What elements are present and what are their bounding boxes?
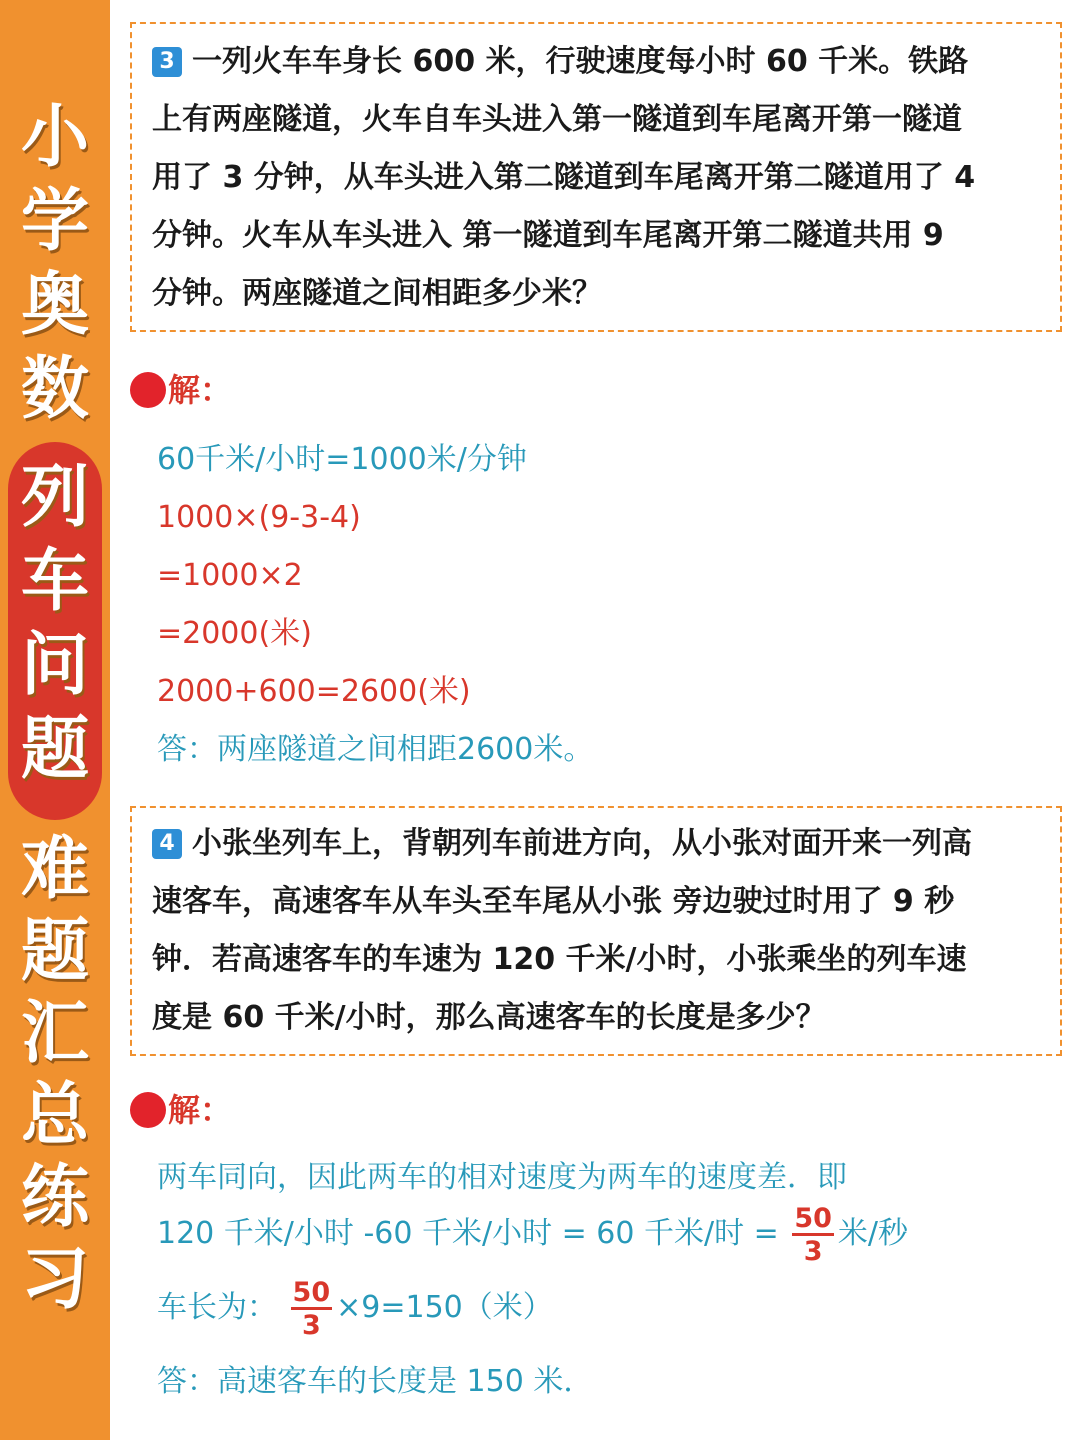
solution-label: 解： <box>168 1091 233 1129</box>
fraction-denominator: 3 <box>301 1309 321 1341</box>
solution-answer: 答：高速客车的长度是 150 米． <box>157 1364 594 1399</box>
fraction-numerator: 50 <box>292 1276 331 1308</box>
problem-text-line: 小张坐列车上，背朝列车前进方向，从小张对面开来一列高 <box>192 826 972 861</box>
problem-number-badge: 3 <box>152 47 182 77</box>
fraction <box>291 1276 333 1341</box>
sidebar-title-char: 数 <box>20 350 89 429</box>
title-sidebar <box>0 0 110 1440</box>
problem-3-box <box>130 22 1062 332</box>
solution-step: 2000+600=2600(米) <box>157 674 471 709</box>
problem-text-line: 速客车，高速客车从车头至车尾从小张 旁边驶过时用了 9 秒 <box>152 884 955 919</box>
sidebar-subtitle-char: 题 <box>20 912 89 991</box>
problem-text-line: 用了 3 分钟，从车头进入第二隧道到车尾离开第二隧道用了 4 <box>152 160 976 195</box>
sidebar-title-char: 小 <box>20 98 89 177</box>
problem-text-line: 上有两座隧道，火车自车头进入第一隧道到车尾离开第一隧道 <box>152 102 962 137</box>
bullet-dot-icon <box>130 372 166 408</box>
problem-text-line: 钟．若高速客车的车速为 120 千米/小时，小张乘坐的列车速 <box>152 942 967 977</box>
sidebar-subtitle-char: 习 <box>20 1240 89 1319</box>
problem-text-line: 度是 60 千米/小时，那么高速客车的长度是多少？ <box>152 1000 826 1035</box>
equation-text: 120 千米/小时 -60 千米/小时 = 60 千米/时 = <box>157 1216 779 1251</box>
problem-4-box <box>130 806 1062 1056</box>
solution-step: =2000(米) <box>157 616 312 651</box>
problem-number-badge: 4 <box>152 829 182 859</box>
problem-text-line: 分钟。火车从车头进入 第一隧道到车尾离开第二隧道共用 9 <box>152 218 944 253</box>
equation-text: ×9=150（米） <box>336 1290 553 1325</box>
sidebar-subtitle-char: 练 <box>20 1158 89 1237</box>
unit-text: 米/秒 <box>837 1216 909 1251</box>
solution-step: 1000×(9-3-4) <box>157 500 361 535</box>
sidebar-highlight-char: 题 <box>20 710 89 789</box>
sidebar-subtitle-char: 总 <box>20 1076 89 1155</box>
solution-label: 解： <box>168 371 233 409</box>
sidebar-highlight-char: 列 <box>20 458 89 537</box>
sidebar-title-char: 奥 <box>20 266 89 345</box>
solution-step <box>157 1272 553 1344</box>
problem-text-line: 一列火车车身长 600 米，行驶速度每小时 60 千米。铁路 <box>192 44 969 79</box>
sidebar-subtitle-char: 难 <box>20 830 89 909</box>
fraction-denominator: 3 <box>803 1235 823 1267</box>
solution-step: 两车同向，因此两车的相对速度为两车的速度差．即 <box>157 1160 847 1195</box>
fraction <box>792 1202 834 1267</box>
solution-answer: 答：两座隧道之间相距2600米。 <box>157 732 594 767</box>
equation-text: 车长为： <box>157 1290 277 1325</box>
solution-step: 60千米/小时=1000米/分钟 <box>157 442 527 477</box>
problem-text-line: 分钟。两座隧道之间相距多少米？ <box>152 276 602 311</box>
sidebar-highlight-char: 车 <box>20 542 89 621</box>
bullet-dot-icon <box>130 1092 166 1128</box>
sidebar-subtitle-char: 汇 <box>20 994 89 1073</box>
sidebar-highlight-char: 问 <box>20 626 89 705</box>
solution-step <box>157 1198 908 1270</box>
fraction-numerator: 50 <box>794 1202 832 1234</box>
sidebar-title-char: 学 <box>20 182 89 261</box>
solution-step: =1000×2 <box>157 558 303 593</box>
